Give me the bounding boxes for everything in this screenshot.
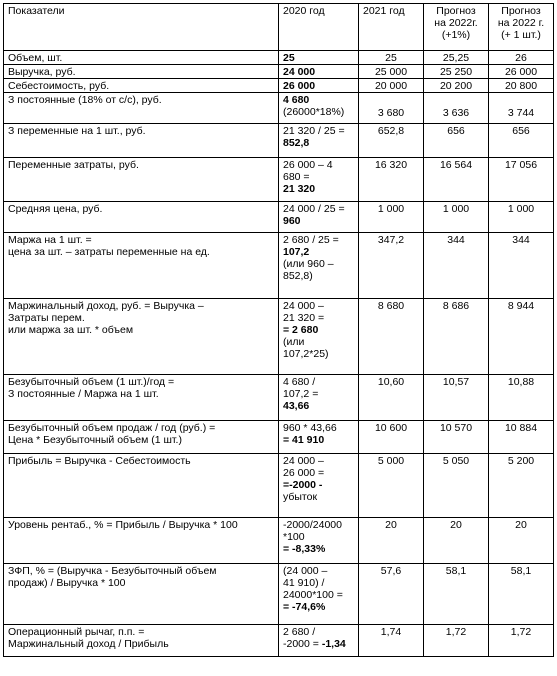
cell-2020: 4 680 (26000*18%) (279, 93, 359, 124)
table-row (4, 299, 554, 375)
cell-forecast-1pct: 25 250 (424, 65, 489, 79)
header-2020: 2020 год (279, 4, 359, 51)
table-row (4, 421, 554, 454)
cell-2021: 3 680 (359, 93, 424, 124)
cell-2020: (24 000 – 41 910) / 24000*100 = = -74,6% (279, 564, 359, 625)
row-label: Переменные затраты, руб. (4, 158, 279, 202)
table-row (4, 124, 554, 158)
header-2021: 2021 год (359, 4, 424, 51)
table-row (4, 202, 554, 233)
cell-2021: 25 (359, 51, 424, 65)
table-row (4, 79, 554, 93)
table-row (4, 93, 554, 124)
header-forecast-1unit: Прогноз на 2022 г. (+ 1 шт.) (489, 4, 554, 51)
table-row (4, 158, 554, 202)
cell-2020: 24 000 / 25 = 960 (279, 202, 359, 233)
row-label: Прибыль = Выручка - Себестоимость (4, 454, 279, 518)
cell-2020: 25 (279, 51, 359, 65)
cell-forecast-1unit: 10,88 (489, 375, 554, 421)
table-row (4, 51, 554, 65)
cell-forecast-1pct: 344 (424, 233, 489, 299)
cell-2020: 4 680 / 107,2 = 43,66 (279, 375, 359, 421)
row-label: Маржинальный доход, руб. = Выручка – Затраты перем. или маржа за шт. * объем (4, 299, 279, 375)
cell-2020: -2000/24000 *100 = -8,33% (279, 518, 359, 564)
cell-2020: 21 320 / 25 = 852,8 (279, 124, 359, 158)
cell-forecast-1unit: 656 (489, 124, 554, 158)
cell-forecast-1unit: 17 056 (489, 158, 554, 202)
cell-forecast-1unit: 10 884 (489, 421, 554, 454)
header-indicators: Показатели (4, 4, 279, 51)
cell-forecast-1pct: 16 564 (424, 158, 489, 202)
row-label: Уровень рентаб., % = Прибыль / Выручка * 100 (4, 518, 279, 564)
row-label: Выручка, руб. (4, 65, 279, 79)
cell-2021: 20 000 (359, 79, 424, 93)
cell-forecast-1unit: 344 (489, 233, 554, 299)
row-label: ЗФП, % = (Выручка - Безубыточный объем продаж) / Выручка * 100 (4, 564, 279, 625)
cell-forecast-1pct: 25,25 (424, 51, 489, 65)
cell-forecast-1unit: 20 800 (489, 79, 554, 93)
row-label: Средняя цена, руб. (4, 202, 279, 233)
cell-2021: 10 600 (359, 421, 424, 454)
header-row (4, 4, 554, 51)
indicators-table (3, 3, 554, 657)
cell-2021: 1 000 (359, 202, 424, 233)
cell-forecast-1unit: 26 (489, 51, 554, 65)
cell-forecast-1pct: 5 050 (424, 454, 489, 518)
row-label: Маржа на 1 шт. = цена за шт. – затраты переменные на ед. (4, 233, 279, 299)
cell-forecast-1pct: 1,72 (424, 625, 489, 657)
cell-forecast-1pct: 10,57 (424, 375, 489, 421)
cell-forecast-1unit: 58,1 (489, 564, 554, 625)
cell-forecast-1unit: 5 200 (489, 454, 554, 518)
row-label: З постоянные (18% от с/с), руб. (4, 93, 279, 124)
cell-2021: 10,60 (359, 375, 424, 421)
cell-forecast-1unit: 26 000 (489, 65, 554, 79)
cell-2021: 25 000 (359, 65, 424, 79)
cell-2020: 960 * 43,66 = 41 910 (279, 421, 359, 454)
row-label: З переменные на 1 шт., руб. (4, 124, 279, 158)
cell-forecast-1pct: 656 (424, 124, 489, 158)
table-row (4, 375, 554, 421)
table-row (4, 65, 554, 79)
cell-forecast-1unit: 1,72 (489, 625, 554, 657)
cell-2020: 24 000 – 26 000 = =-2000 - убыток (279, 454, 359, 518)
table-row (4, 233, 554, 299)
row-label: Безубыточный объем продаж / год (руб.) = Цена * Безубыточный объем (1 шт.) (4, 421, 279, 454)
cell-forecast-1pct: 58,1 (424, 564, 489, 625)
cell-2020: 24 000 (279, 65, 359, 79)
cell-forecast-1unit: 1 000 (489, 202, 554, 233)
cell-forecast-1pct: 20 200 (424, 79, 489, 93)
cell-2020: 26 000 (279, 79, 359, 93)
table-row (4, 454, 554, 518)
cell-2020: 26 000 – 4 680 = 21 320 (279, 158, 359, 202)
cell-forecast-1unit: 8 944 (489, 299, 554, 375)
cell-2021: 347,2 (359, 233, 424, 299)
table-row (4, 518, 554, 564)
cell-2021: 57,6 (359, 564, 424, 625)
cell-2021: 8 680 (359, 299, 424, 375)
cell-forecast-1unit: 3 744 (489, 93, 554, 124)
cell-2021: 652,8 (359, 124, 424, 158)
table-row (4, 625, 554, 657)
cell-forecast-1pct: 1 000 (424, 202, 489, 233)
row-label: Безубыточный объем (1 шт.)/год = З постоянные / Маржа на 1 шт. (4, 375, 279, 421)
header-forecast-1pct: Прогноз на 2022г. (+1%) (424, 4, 489, 51)
cell-forecast-1pct: 20 (424, 518, 489, 564)
cell-2020: 24 000 – 21 320 = = 2 680 (или 107,2*25) (279, 299, 359, 375)
cell-2021: 1,74 (359, 625, 424, 657)
row-label: Операционный рычаг, п.п. = Маржинальный доход / Прибыль (4, 625, 279, 657)
cell-2021: 16 320 (359, 158, 424, 202)
cell-forecast-1unit: 20 (489, 518, 554, 564)
cell-forecast-1pct: 10 570 (424, 421, 489, 454)
row-label: Себестоимость, руб. (4, 79, 279, 93)
cell-forecast-1pct: 8 686 (424, 299, 489, 375)
cell-2021: 5 000 (359, 454, 424, 518)
cell-2020: 2 680 / -2000 = -1,34 (279, 625, 359, 657)
cell-2021: 20 (359, 518, 424, 564)
table-row (4, 564, 554, 625)
cell-forecast-1pct: 3 636 (424, 93, 489, 124)
cell-2020: 2 680 / 25 = 107,2 (или 960 – 852,8) (279, 233, 359, 299)
row-label: Объем, шт. (4, 51, 279, 65)
